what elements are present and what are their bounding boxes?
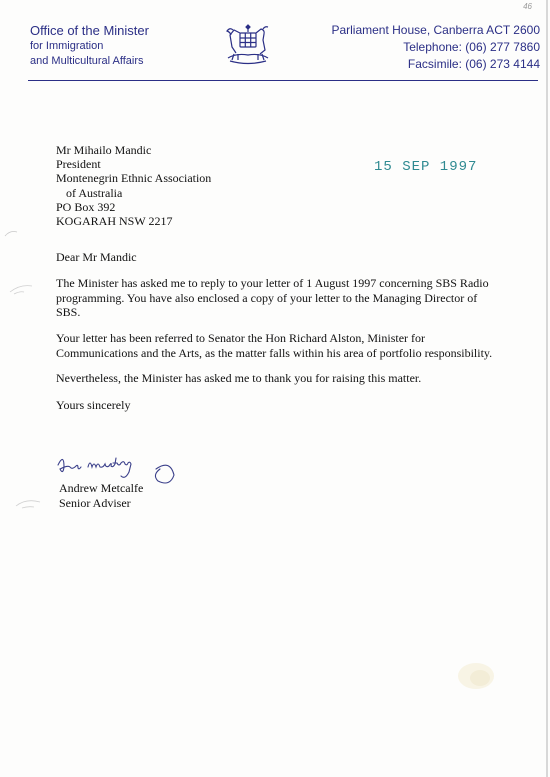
signatory-name: Andrew Metcalfe xyxy=(59,481,144,495)
recipient-org-line-2: of Australia xyxy=(66,185,123,200)
paragraph-1: The Minister has asked me to reply to your letter of 1 August 1997 concerning SBS Radio programming. You have also enclosed a copy of your letter to the Managing Director of SBS. xyxy=(56,276,489,319)
page-edge xyxy=(546,0,548,777)
office-title: Office of the Minister xyxy=(30,23,149,38)
office-line-3: and Multicultural Affairs xyxy=(30,55,144,67)
closing: Yours sincerely xyxy=(56,398,131,412)
recipient-address xyxy=(56,143,211,228)
recipient-city: KOGARAH NSW 2217 xyxy=(56,214,173,229)
office-address: Parliament House, Canberra ACT 2600 xyxy=(331,23,540,37)
page-number: 46 xyxy=(523,2,532,11)
paragraph-2: Your letter has been referred to Senator the Hon Richard Alston, Minister for Communications and the Arts, as the matter falls within his area of portfolio responsibility. xyxy=(56,331,493,360)
paragraph-3: Nevertheless, the Minister has asked me to thank you for raising this matter. xyxy=(56,371,422,385)
recipient-title: President xyxy=(56,157,101,172)
scan-mark xyxy=(4,228,18,238)
salutation: Dear Mr Mandic xyxy=(56,250,137,264)
coat-of-arms-icon xyxy=(222,24,274,66)
date-stamp: 15 SEP 1997 xyxy=(374,159,478,175)
office-telephone: Telephone: (06) 277 7860 xyxy=(403,40,540,54)
office-line-2: for Immigration xyxy=(30,40,104,52)
letterhead-office xyxy=(30,22,149,69)
scan-mark xyxy=(8,282,34,296)
office-facsimile: Facsimile: (06) 273 4144 xyxy=(407,57,540,71)
letterhead-contact xyxy=(331,22,540,73)
scan-mark xyxy=(14,496,42,510)
signatory-title: Senior Adviser xyxy=(59,495,131,510)
recipient-name: Mr Mihailo Mandic xyxy=(56,143,152,157)
signatory-block xyxy=(59,481,143,510)
paper-stain xyxy=(454,658,500,692)
recipient-org-line-1: Montenegrin Ethnic Association xyxy=(56,171,212,186)
recipient-po-box: PO Box 392 xyxy=(56,199,116,214)
letterhead-divider xyxy=(28,80,538,81)
